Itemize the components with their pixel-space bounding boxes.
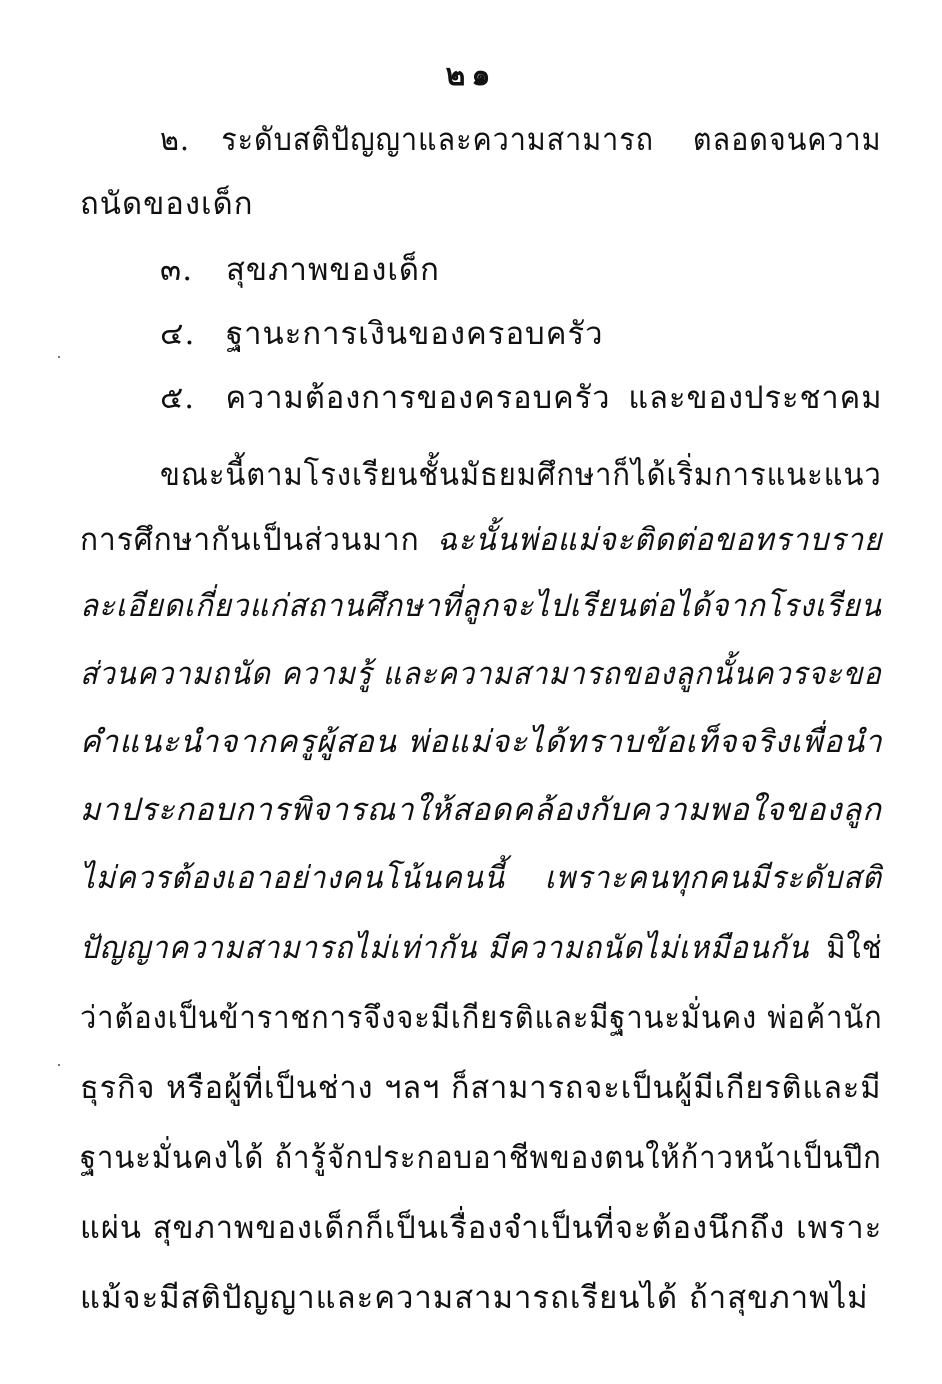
paragraph-italic-text: ปัญญาความสามารถไม่เท่ากัน มีความถนัดไม่เหมือนกัน: [80, 930, 810, 966]
paragraph-text: การศึกษากันเป็นส่วนมาก: [80, 522, 420, 558]
paragraph-line: มาประกอบการพิจารณาให้สอดคล้องกับความพอใจของลูก: [80, 792, 882, 828]
list-item: [160, 314, 604, 354]
paragraph-line: ส่วนความถนัด ความรู้ และความสามารถของลูกนั้นควรจะขอ: [80, 656, 882, 692]
list-item: [160, 120, 882, 160]
list-item-continuation: ถนัดของเด็ก: [80, 186, 254, 222]
page-number: ๒๑: [445, 58, 497, 93]
list-item-text: สุขภาพของเด็ก: [226, 252, 440, 288]
paragraph-line: ขณะนี้ตามโรงเรียนชั้นมัธยมศึกษาก็ได้เริ่มการแนะแนว: [160, 457, 882, 493]
paragraph-text: ไม่ควรต้องเอาอย่างคนโน้นคนนี้: [80, 860, 505, 896]
paragraph-line: [80, 858, 882, 898]
list-item-number: ๔.: [160, 316, 196, 352]
paragraph-line: ธุรกิจ หรือผู้ที่เป็นช่าง ฯลฯ ก็สามารถจะเป็นผู้มีเกียรติและมี: [80, 1070, 882, 1106]
paragraph-line: แผ่น สุขภาพของเด็กก็เป็นเรื่องจำเป็นที่จะต้องนึกถึง เพราะ: [80, 1210, 883, 1246]
scan-speck: [58, 1064, 60, 1066]
paragraph-line: [80, 520, 883, 560]
paragraph-italic-text: ฉะนั้นพ่อแม่จะติดต่อขอทราบราย: [436, 522, 883, 558]
paragraph-line: ว่าต้องเป็นข้าราชการจึงจะมีเกียรติและมีฐานะมั่นคง พ่อค้านัก: [80, 1000, 883, 1036]
paragraph-line: แม้จะมีสติปัญญาและความสามารถเรียนได้ ถ้าสุขภาพไม่: [80, 1280, 869, 1316]
list-item: [160, 250, 440, 290]
list-item: [160, 378, 882, 418]
paragraph-line: คำแนะนำจากครูผู้สอน พ่อแม่จะได้ทราบข้อเท็จจริงเพื่อนำ: [80, 724, 883, 760]
list-item-number: ๕.: [160, 380, 196, 416]
paragraph-text-continued: เพราะคนทุกคนมีระดับสติ: [544, 860, 883, 896]
paragraph-line: [80, 928, 883, 968]
list-item-text-continued: ตลอดจนความ: [692, 122, 882, 158]
scan-speck: [58, 356, 60, 358]
paragraph-line: ฐานะมั่นคงได้ ถ้ารู้จักประกอบอาชีพของตนให้ก้าวหน้าเป็นปึก: [80, 1140, 882, 1176]
list-item-text: ฐานะการเงินของครอบครัว: [226, 316, 604, 352]
list-item-number: ๒.: [160, 122, 190, 158]
list-item-text: ระดับสติปัญญาและความสามารถ: [221, 122, 654, 158]
list-item-text: ความต้องการของครอบครัว: [225, 380, 611, 416]
paragraph-text: มิใช่: [826, 930, 883, 966]
paragraph-line: ละเอียดเกี่ยวแก่สถานศึกษาที่ลูกจะไปเรียนต่อได้จากโรงเรียน: [80, 588, 882, 624]
list-item-number: ๓.: [160, 252, 194, 288]
list-item-text-continued: และของประชาคม: [628, 380, 883, 416]
